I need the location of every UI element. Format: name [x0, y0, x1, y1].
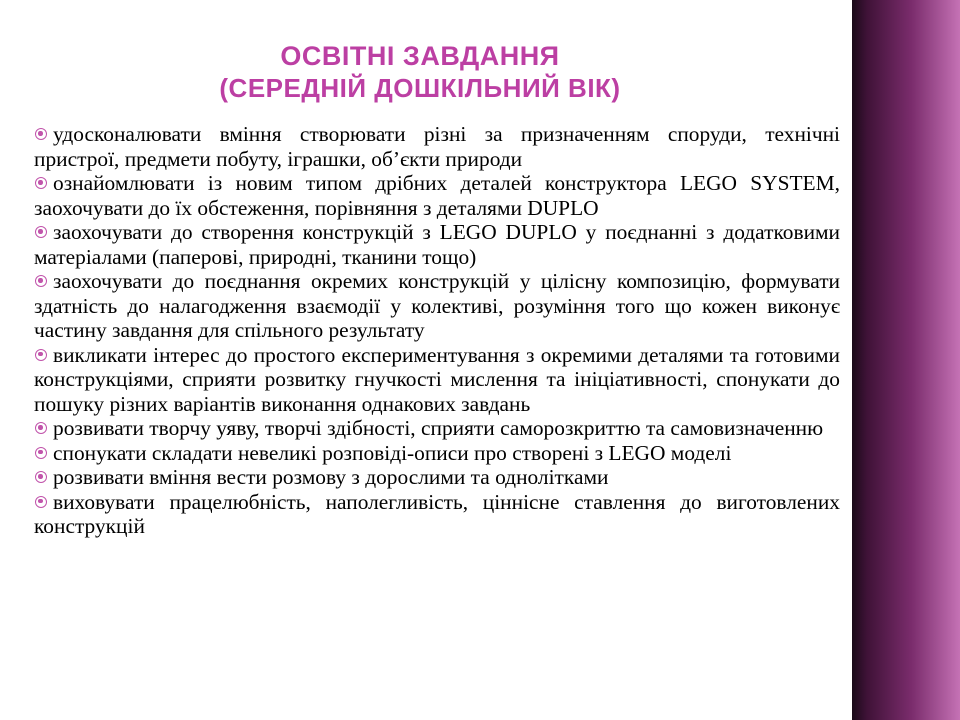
list-item — [34, 490, 840, 539]
list-item — [34, 220, 840, 269]
slide-title — [40, 40, 800, 104]
circle-bullet-icon — [35, 422, 47, 434]
circle-bullet-icon — [35, 128, 47, 140]
circle-bullet-icon — [35, 226, 47, 238]
list-item — [34, 122, 840, 171]
circle-bullet-icon — [35, 275, 47, 287]
slide-title-line-1: ОСВІТНІ ЗАВДАННЯ — [280, 41, 560, 71]
list-item-text: заохочувати до поєднання окремих конструкцій у цілісну композицію, формувати здатність до налагодження взаємодії у колективі, розуміння того що кожен виконує частину завдання для спільного результату — [34, 269, 840, 342]
list-item — [34, 416, 840, 441]
circle-bullet-icon — [35, 177, 47, 189]
list-item — [34, 343, 840, 417]
list-item — [34, 269, 840, 343]
slide-title-line-2: (СЕРЕДНІЙ ДОШКІЛЬНИЙ ВІК) — [219, 73, 621, 103]
list-item-text: викликати інтерес до простого експериментування з окремими деталями та готовими конструкціями, сприяти розвитку гнучкості мислення та ініціативності, спонукати до пошуку різних варіантів виконання однакових завдань — [34, 342, 840, 416]
side-decorative-band — [852, 0, 960, 720]
list-item — [34, 465, 840, 490]
list-item-text: удосконалювати вміння створювати різні за призначенням споруди, технічні пристрої, предмети побуту, іграшки, об’єкти природи — [34, 122, 840, 171]
list-item-text: заохочувати до створення конструкцій з LEGO DUPLO у поєднанні з додатковими матеріалами (паперові, природні, тканини тощо) — [34, 220, 840, 269]
circle-bullet-icon — [35, 447, 47, 459]
bullet-list — [34, 122, 840, 539]
list-item-text: розвивати творчу уяву, творчі здібності, сприяти саморозкриттю та самовизначенню — [53, 416, 824, 440]
list-item-text: виховувати працелюбність, наполегливість, ціннісне ставлення до виготовлених конструкцій — [34, 489, 840, 538]
circle-bullet-icon — [35, 349, 47, 361]
list-item-text: ознайомлювати із новим типом дрібних деталей конструктора LEGO SYSTEM, заохочувати до їх обстеження, порівняння з деталями DUPLO — [34, 171, 840, 220]
list-item-text: спонукати складати невеликі розповіді-описи про створені з LEGO моделі — [53, 440, 732, 465]
list-item — [34, 171, 840, 220]
list-item — [34, 441, 840, 466]
circle-bullet-icon — [35, 496, 47, 508]
circle-bullet-icon — [35, 471, 47, 483]
list-item-text: розвивати вміння вести розмову з дорослими та однолітками — [53, 465, 609, 489]
